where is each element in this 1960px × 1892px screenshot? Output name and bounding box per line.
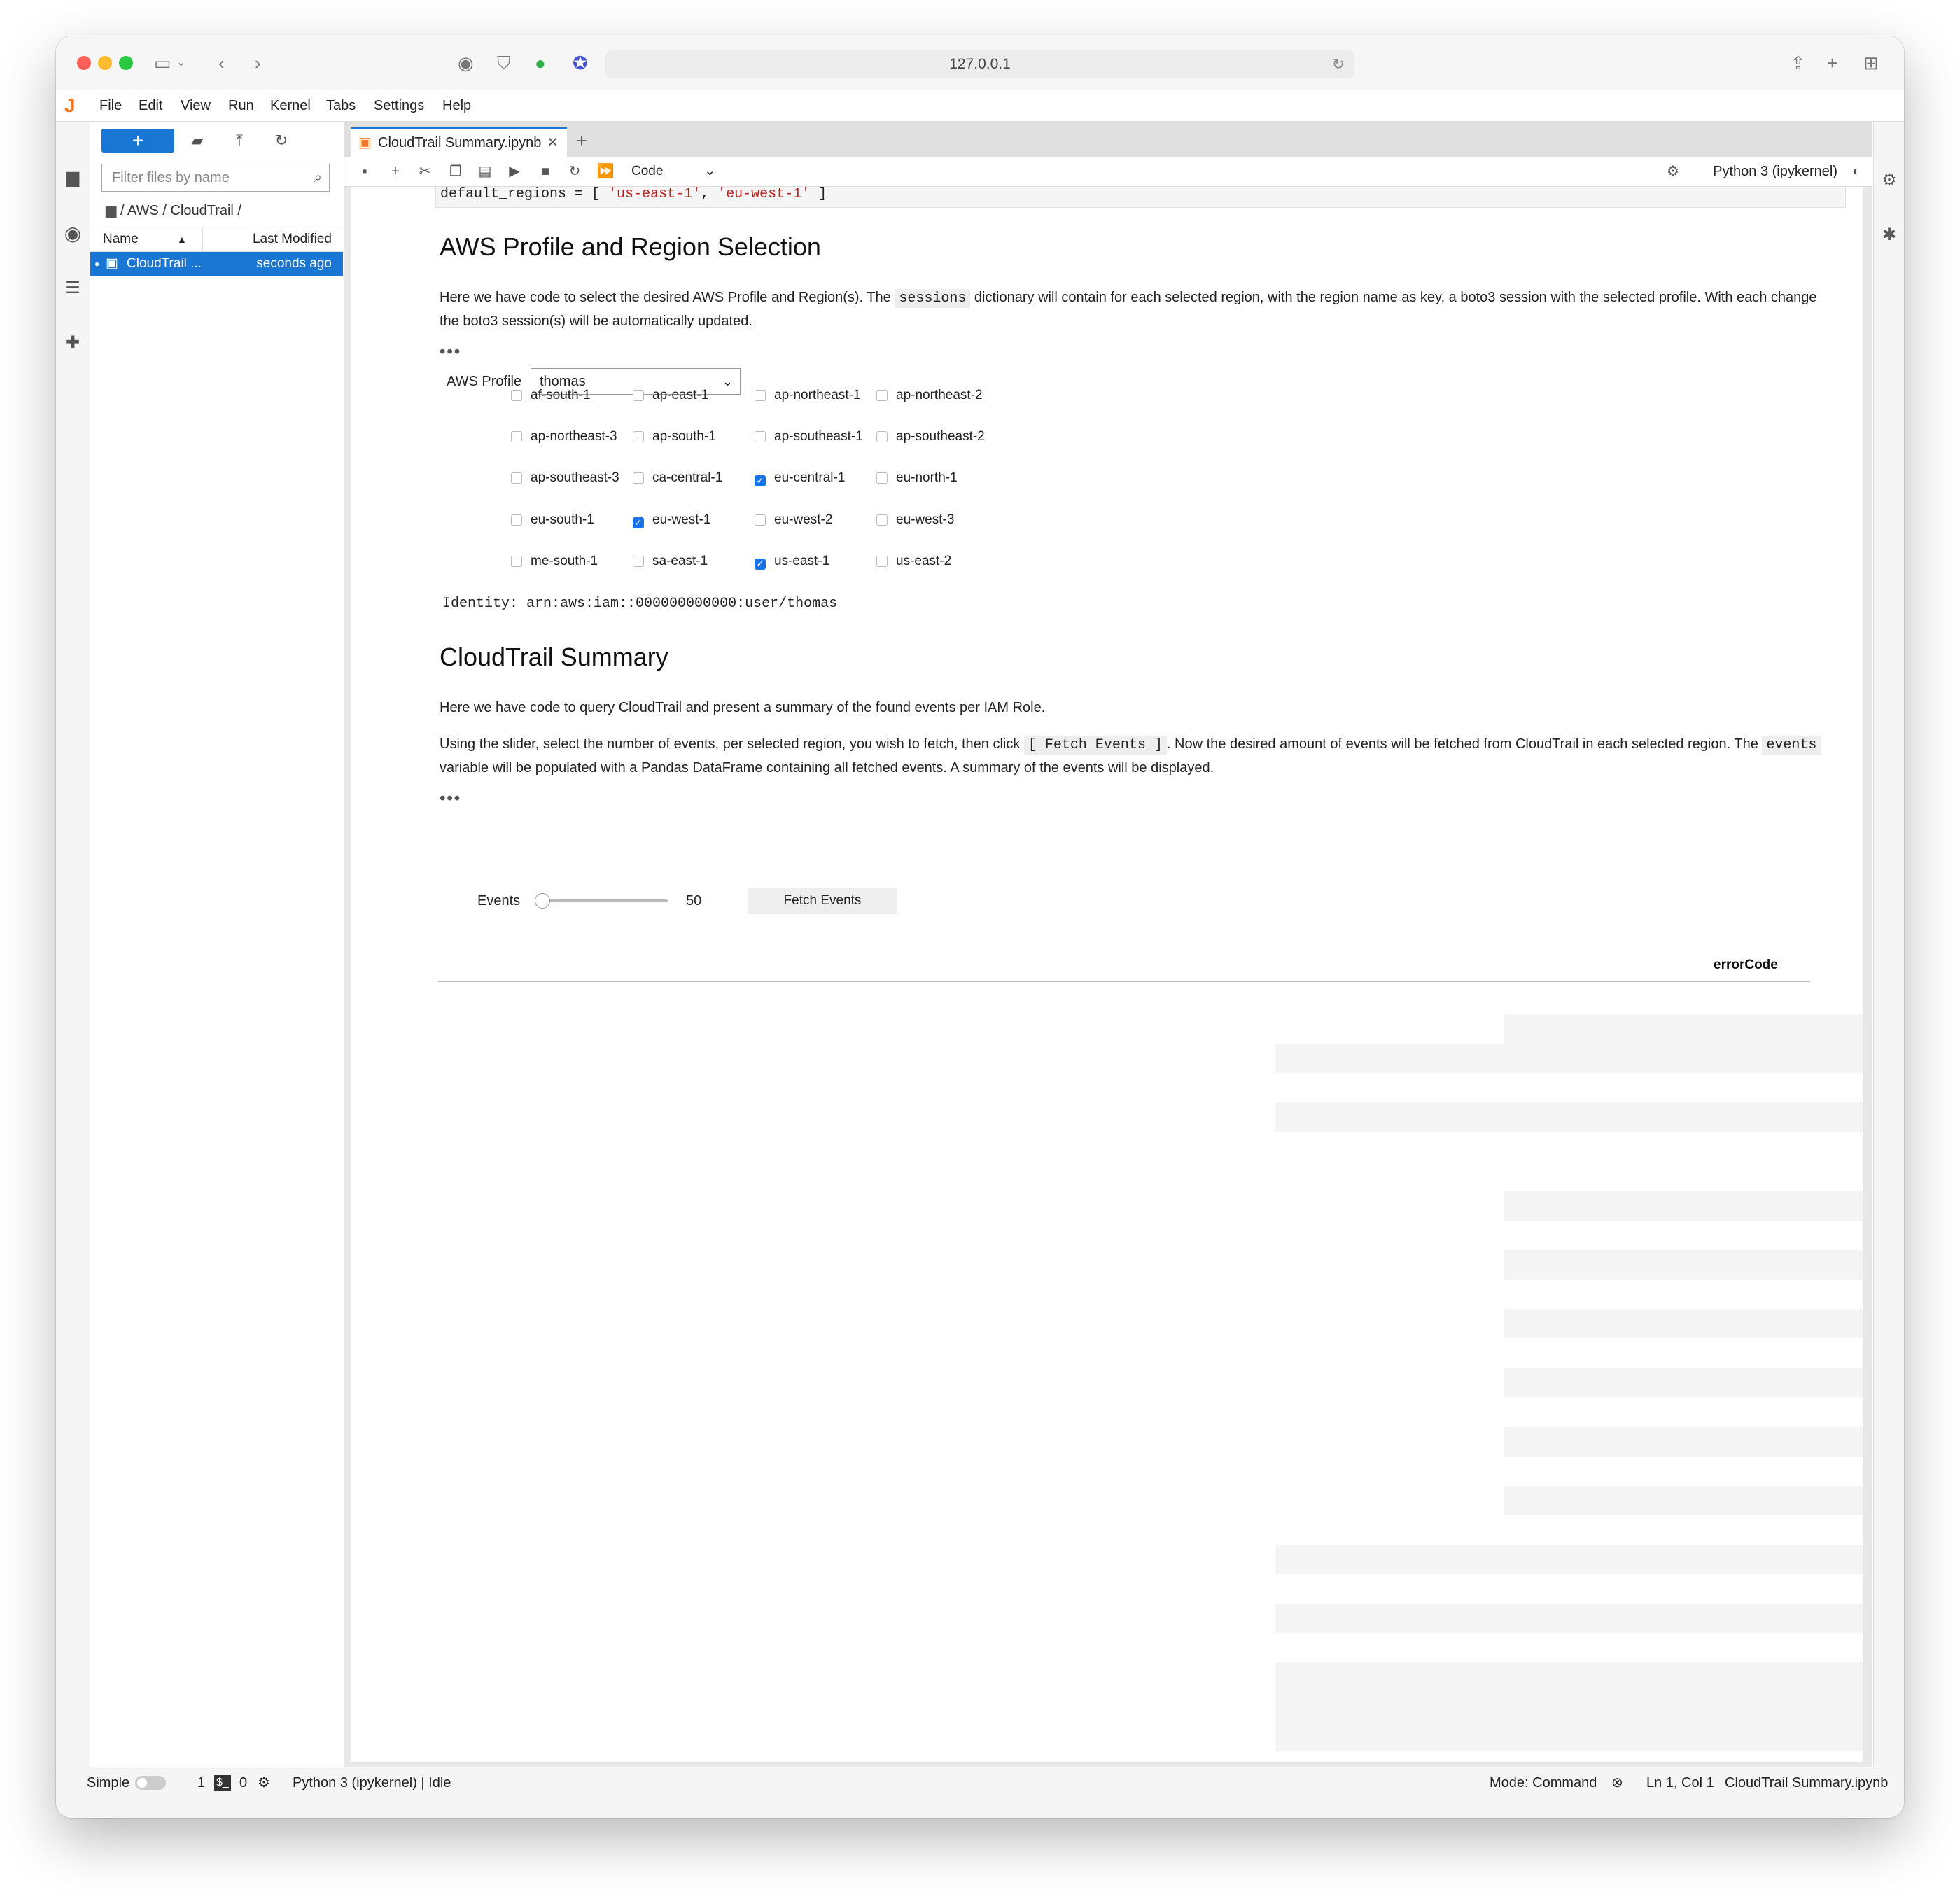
table-row-shade bbox=[1504, 1486, 1863, 1515]
table-row-shade bbox=[1504, 1014, 1863, 1044]
code-suffix: ] bbox=[810, 187, 827, 202]
paragraph-text: variable will be populated with a Pandas DataFrame containing all fetched events. A summary of the events will be displayed. bbox=[440, 760, 1214, 776]
save-icon[interactable]: ▪ bbox=[362, 164, 368, 179]
checkbox-unchecked[interactable] bbox=[633, 390, 644, 401]
region-label: eu-north-1 bbox=[896, 470, 958, 485]
kernel-status-icon: ◐ bbox=[1851, 164, 1861, 179]
kernel-count: 0 bbox=[239, 1775, 248, 1791]
close-tab-icon[interactable]: ✕ bbox=[547, 135, 559, 150]
running-dot-icon: ● bbox=[94, 259, 100, 269]
file-filter-placeholder: Filter files by name bbox=[112, 170, 230, 185]
region-label: eu-west-2 bbox=[774, 512, 833, 527]
tab-cloudtrail-summary[interactable] bbox=[351, 127, 567, 157]
region-checkbox-af-south-1[interactable] bbox=[511, 387, 591, 404]
table-row-shade bbox=[1275, 1044, 1863, 1073]
aws-profile-value: thomas bbox=[540, 374, 586, 389]
stop-icon[interactable]: ■ bbox=[540, 164, 550, 179]
current-file-name: CloudTrail Summary.ipynb bbox=[1725, 1775, 1889, 1791]
debugger-icon[interactable]: ⚙ bbox=[1667, 164, 1679, 179]
table-row-shade bbox=[1504, 1368, 1863, 1397]
kernel-name[interactable]: Python 3 (ipykernel) bbox=[1713, 164, 1837, 179]
checkbox-unchecked[interactable] bbox=[511, 431, 522, 442]
terminal-icon: $_ bbox=[214, 1775, 231, 1791]
checkbox-unchecked[interactable] bbox=[755, 431, 766, 442]
chevron-down-icon[interactable]: ⌄ bbox=[176, 57, 186, 69]
events-slider-handle[interactable] bbox=[535, 893, 550, 909]
region-checkbox-ap-southeast-3[interactable] bbox=[511, 470, 620, 486]
terminal-count: 1 bbox=[197, 1775, 206, 1791]
checkbox-unchecked[interactable] bbox=[633, 472, 644, 484]
code-cell[interactable] bbox=[435, 187, 1846, 208]
notification-icon[interactable]: ⊗ bbox=[1611, 1775, 1623, 1791]
events-value: 50 bbox=[686, 893, 702, 909]
status-bar bbox=[56, 1767, 1904, 1818]
table-row-shade bbox=[1504, 1191, 1863, 1221]
file-filter-input[interactable] bbox=[102, 164, 330, 192]
share-icon[interactable]: ⇪ bbox=[1791, 52, 1806, 73]
reload-icon[interactable]: ↻ bbox=[1331, 55, 1345, 73]
file-modified: seconds ago bbox=[256, 256, 332, 271]
collapsed-code-ellipsis[interactable]: ••• bbox=[440, 789, 462, 808]
menu-help[interactable]: Help bbox=[442, 98, 472, 113]
url-text: 127.0.0.1 bbox=[949, 56, 1011, 72]
mode-indicator: Mode: Command bbox=[1490, 1775, 1597, 1791]
code-string-2: 'eu-west-1' bbox=[718, 187, 811, 202]
region-label: ap-south-1 bbox=[652, 429, 716, 444]
menu-bar bbox=[56, 90, 1904, 122]
region-checkbox-me-south-1[interactable] bbox=[511, 553, 598, 570]
region-label: ap-southeast-1 bbox=[774, 429, 863, 444]
region-checkbox-ap-south-1[interactable] bbox=[633, 428, 716, 445]
tab-title: CloudTrail Summary.ipynb bbox=[378, 135, 542, 150]
paragraph-sessions bbox=[440, 286, 1826, 332]
column-divider bbox=[202, 227, 203, 251]
run-all-icon[interactable]: ⏩ bbox=[596, 164, 615, 179]
run-icon[interactable]: ▶ bbox=[509, 164, 520, 179]
region-label: ca-central-1 bbox=[652, 470, 723, 485]
search-icon: ⌕ bbox=[314, 170, 322, 185]
grammarly-extension-icon[interactable]: ● bbox=[535, 52, 546, 73]
menu-view[interactable]: View bbox=[181, 98, 211, 113]
region-label: eu-west-1 bbox=[652, 512, 711, 527]
region-label: ap-east-1 bbox=[652, 388, 709, 402]
notebook-icon: ▣ bbox=[358, 135, 372, 150]
copy-icon[interactable]: ❐ bbox=[449, 164, 462, 179]
simple-mode-label: Simple bbox=[87, 1775, 130, 1791]
identity-output: Identity: arn:aws:iam::000000000000:user/thomas bbox=[442, 596, 838, 612]
new-folder-icon[interactable]: ▰ bbox=[191, 132, 204, 149]
heading-cloudtrail-summary: CloudTrail Summary bbox=[440, 643, 668, 671]
region-checkbox-sa-east-1[interactable] bbox=[633, 553, 708, 570]
simple-mode-toggle[interactable] bbox=[87, 1770, 166, 1795]
shield-icon[interactable]: ⛉ bbox=[497, 52, 511, 73]
aws-profile-label: AWS Profile bbox=[447, 374, 522, 389]
checkbox-checked[interactable]: ✓ bbox=[633, 517, 644, 528]
inline-code: events bbox=[1762, 736, 1821, 755]
table-row-shade bbox=[1275, 1102, 1863, 1132]
folder-icon[interactable]: ▆ bbox=[66, 168, 80, 187]
menu-run[interactable]: Run bbox=[228, 98, 254, 113]
region-checkbox-eu-west-2[interactable] bbox=[755, 512, 832, 528]
events-label: Events bbox=[477, 893, 521, 909]
zoom-window-button[interactable] bbox=[119, 56, 133, 70]
cut-icon[interactable]: ✂ bbox=[419, 164, 431, 179]
table-row-shade bbox=[1275, 1604, 1863, 1633]
chevron-down-icon: ⌄ bbox=[704, 164, 715, 178]
heading-profile-region: AWS Profile and Region Selection bbox=[440, 232, 821, 261]
region-checkbox-ap-northeast-2[interactable] bbox=[876, 387, 983, 404]
paragraph-slider-instructions bbox=[440, 733, 1826, 779]
breadcrumb[interactable] bbox=[106, 200, 241, 221]
left-sidebar-tabs bbox=[56, 122, 90, 1767]
table-of-contents-icon[interactable]: ☰ bbox=[65, 279, 80, 297]
checkbox-unchecked[interactable] bbox=[511, 514, 522, 526]
table-row-shade bbox=[1504, 1250, 1863, 1280]
region-label: us-east-1 bbox=[774, 554, 830, 568]
file-list-header bbox=[90, 227, 343, 252]
document-tab-bar bbox=[344, 122, 1872, 157]
running-icon[interactable]: ◉ bbox=[64, 223, 82, 244]
menu-file[interactable]: File bbox=[99, 98, 122, 113]
new-tab-icon[interactable]: + bbox=[1827, 52, 1838, 73]
checkbox-unchecked[interactable] bbox=[876, 431, 888, 442]
region-checkbox-eu-central-1[interactable] bbox=[755, 470, 845, 486]
checkbox-unchecked[interactable] bbox=[755, 390, 766, 401]
name-column-header[interactable]: Name bbox=[103, 232, 139, 246]
refresh-icon[interactable]: ↻ bbox=[274, 132, 288, 149]
notebook-toolbar bbox=[344, 157, 1872, 187]
tab-overview-icon[interactable]: ⊞ bbox=[1863, 52, 1879, 73]
browser-titlebar bbox=[56, 36, 1904, 90]
kernel-gear-icon: ⚙ bbox=[258, 1775, 270, 1791]
region-label: af-south-1 bbox=[531, 388, 591, 402]
column-header-errorcode: errorCode bbox=[1714, 958, 1778, 972]
region-checkbox-ap-northeast-3[interactable] bbox=[511, 428, 617, 445]
region-label: ap-northeast-1 bbox=[774, 388, 861, 402]
back-icon[interactable]: ‹ bbox=[218, 52, 225, 73]
region-label: me-south-1 bbox=[531, 554, 598, 568]
insert-cell-icon[interactable]: + bbox=[391, 164, 400, 179]
paragraph-text: dictionary will contain for each selected region, with the region name as key, a boto3 session with the selected profile. With each change the boto3 session(s) will be automatically updated. bbox=[440, 290, 1817, 329]
checkbox-unchecked[interactable] bbox=[511, 390, 522, 401]
region-checkbox-ap-northeast-1[interactable] bbox=[755, 387, 861, 404]
table-row-shade bbox=[1504, 1309, 1863, 1338]
table-row-shade bbox=[1504, 1722, 1863, 1751]
checkbox-unchecked[interactable] bbox=[755, 514, 766, 526]
collapsed-code-ellipsis[interactable]: ••• bbox=[440, 342, 462, 361]
right-sidebar-tabs bbox=[1873, 122, 1904, 1767]
region-label: eu-west-3 bbox=[896, 512, 955, 527]
region-checkbox-us-east-1[interactable] bbox=[755, 553, 830, 570]
region-label: sa-east-1 bbox=[652, 554, 708, 568]
region-checkbox-ap-southeast-2[interactable] bbox=[876, 428, 985, 445]
region-checkbox-ap-southeast-1[interactable] bbox=[755, 428, 863, 445]
checkbox-checked[interactable]: ✓ bbox=[755, 559, 766, 570]
menu-settings[interactable]: Settings bbox=[374, 98, 425, 113]
checkbox-unchecked[interactable] bbox=[633, 431, 644, 442]
notebook-file-icon: ▣ bbox=[106, 256, 118, 271]
add-tab-icon[interactable]: + bbox=[576, 130, 587, 151]
fetch-events-button[interactable]: Fetch Events bbox=[748, 888, 897, 914]
file-name: CloudTrail ... bbox=[127, 256, 202, 271]
region-label: ap-northeast-3 bbox=[531, 429, 617, 444]
region-checkbox-eu-west-3[interactable] bbox=[876, 512, 954, 528]
paragraph-summary: Here we have code to query CloudTrail and present a summary of the found events per IAM Role. bbox=[440, 700, 1046, 715]
cell-type-select[interactable] bbox=[631, 160, 722, 183]
paragraph-text: Using the slider, select the number of events, per selected region, you wish to fetch, then click bbox=[440, 736, 1024, 752]
region-checkbox-ca-central-1[interactable] bbox=[633, 470, 722, 486]
breadcrumb-path: / AWS / CloudTrail / bbox=[120, 203, 241, 218]
region-checkbox-ap-east-1[interactable] bbox=[633, 387, 708, 404]
checkbox-unchecked[interactable] bbox=[876, 472, 888, 484]
table-header-divider bbox=[438, 981, 1810, 982]
minimize-window-button[interactable] bbox=[98, 56, 112, 70]
code-sep: , bbox=[701, 187, 718, 202]
paragraph-text: . Now the desired amount of events will be fetched from CloudTrail in each selected region. The bbox=[1166, 736, 1763, 752]
checkbox-unchecked[interactable] bbox=[633, 556, 644, 567]
menu-edit[interactable]: Edit bbox=[139, 98, 163, 113]
last-modified-column-header[interactable]: Last Modified bbox=[252, 232, 332, 246]
debugger-icon[interactable]: ✱ bbox=[1882, 225, 1897, 244]
table-row-shade bbox=[1504, 1427, 1863, 1457]
notebook-panel bbox=[351, 187, 1863, 1762]
cell-type-value: Code bbox=[631, 164, 664, 178]
cursor-position[interactable]: Ln 1, Col 1 bbox=[1646, 1775, 1714, 1791]
menu-tabs[interactable]: Tabs bbox=[326, 98, 356, 113]
checkbox-unchecked[interactable] bbox=[876, 556, 888, 567]
region-checkbox-us-east-2[interactable] bbox=[876, 553, 951, 570]
chevron-down-icon: ⌄ bbox=[722, 374, 733, 388]
sidebar-toggle-icon[interactable]: ▭ bbox=[154, 52, 172, 73]
inline-code: [ Fetch Events ] bbox=[1024, 736, 1167, 755]
region-label: ap-southeast-2 bbox=[896, 429, 985, 444]
checkbox-unchecked[interactable] bbox=[511, 472, 522, 484]
region-checkbox-eu-west-1[interactable] bbox=[633, 512, 710, 528]
close-window-button[interactable] bbox=[77, 56, 91, 70]
code-string-1: 'us-east-1' bbox=[608, 187, 701, 202]
region-label: eu-central-1 bbox=[774, 470, 846, 485]
events-slider-track[interactable] bbox=[542, 899, 668, 902]
new-launcher-button[interactable]: + bbox=[102, 129, 174, 153]
extension-icon[interactable]: ✪ bbox=[573, 52, 588, 73]
address-bar[interactable] bbox=[606, 50, 1354, 78]
region-label: eu-south-1 bbox=[531, 512, 594, 527]
extensions-icon[interactable]: ✚ bbox=[65, 333, 80, 352]
property-inspector-icon[interactable]: ⚙ bbox=[1882, 171, 1897, 190]
sort-ascending-icon: ▲ bbox=[177, 234, 187, 245]
upload-icon[interactable]: ⤒ bbox=[236, 132, 243, 149]
inline-code: sessions bbox=[895, 289, 970, 308]
code-prefix: default_regions = [ bbox=[440, 187, 609, 202]
forward-icon[interactable]: › bbox=[255, 52, 261, 73]
menu-kernel[interactable]: Kernel bbox=[270, 98, 311, 113]
table-row-shade bbox=[1275, 1545, 1863, 1574]
paragraph-text: Here we have code to select the desired AWS Profile and Region(s). The bbox=[440, 290, 895, 305]
main-area bbox=[344, 122, 1872, 1767]
jupyter-logo: J bbox=[64, 94, 76, 116]
checkbox-unchecked[interactable] bbox=[876, 390, 888, 401]
region-label: ap-northeast-2 bbox=[896, 388, 983, 402]
region-checkbox-eu-south-1[interactable] bbox=[511, 512, 594, 528]
kernel-status[interactable]: Python 3 (ipykernel) | Idle bbox=[293, 1775, 451, 1791]
checkbox-checked[interactable]: ✓ bbox=[755, 475, 766, 486]
folder-icon: ▆ bbox=[106, 203, 117, 218]
region-label: us-east-2 bbox=[896, 554, 952, 568]
toggle-switch[interactable] bbox=[135, 1776, 166, 1790]
privacy-icon[interactable]: ◉ bbox=[458, 52, 474, 73]
region-checkbox-eu-north-1[interactable] bbox=[876, 470, 958, 486]
checkbox-unchecked[interactable] bbox=[511, 556, 522, 567]
restart-icon[interactable]: ↻ bbox=[568, 164, 581, 179]
file-list-item[interactable] bbox=[90, 252, 343, 276]
region-label: ap-southeast-3 bbox=[531, 470, 620, 485]
file-browser bbox=[90, 122, 344, 1767]
browser-window bbox=[56, 36, 1904, 1818]
checkbox-unchecked[interactable] bbox=[876, 514, 888, 526]
paste-icon[interactable]: ▤ bbox=[478, 164, 492, 179]
